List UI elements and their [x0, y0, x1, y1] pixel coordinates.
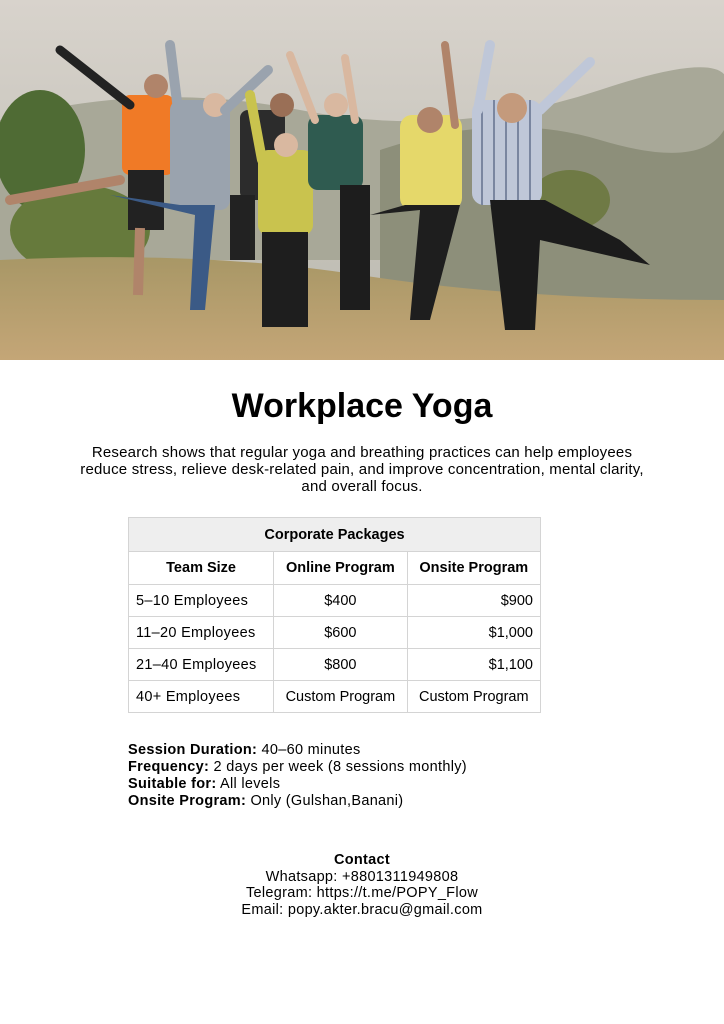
team-size-cell: 5–10 Employees [129, 585, 274, 617]
group-yoga-photo-illustration [0, 0, 724, 360]
table-row [129, 585, 541, 617]
table-row [129, 681, 541, 713]
detail-suitable-for [128, 776, 467, 793]
contact-whatsapp[interactable]: Whatsapp: +8801311949808 [265, 868, 459, 885]
team-size-cell: 21–40 Employees [129, 649, 274, 681]
detail-label: Session Duration: [128, 742, 258, 758]
detail-session-duration [128, 742, 467, 759]
team-size-cell: 40+ Employees [129, 681, 274, 713]
table-row [129, 649, 541, 681]
detail-frequency [128, 759, 467, 776]
contact-email[interactable]: Email: popy.akter.bracu@gmail.com [241, 901, 483, 918]
contact-section [0, 852, 724, 918]
column-header-online: Online Program [274, 552, 407, 585]
column-header-onsite: Onsite Program [407, 552, 540, 585]
contact-telegram[interactable]: Telegram: https://t.me/POPY_Flow [245, 885, 478, 901]
detail-onsite-program [128, 793, 467, 810]
detail-value: All levels [220, 776, 281, 792]
page-title: Workplace Yoga [231, 387, 493, 425]
packages-table [128, 517, 541, 713]
detail-value: Only (Gulshan,Banani) [250, 793, 404, 809]
detail-value: 2 days per week (8 sessions monthly) [213, 759, 467, 775]
detail-label: Frequency: [128, 759, 210, 775]
hero-photo [0, 0, 724, 360]
program-details [128, 742, 467, 810]
detail-label: Suitable for: [128, 776, 217, 792]
online-price-cell: $800 [274, 649, 407, 681]
onsite-price-cell: $900 [407, 585, 540, 617]
online-price-cell: $400 [274, 585, 407, 617]
table-row [129, 617, 541, 649]
team-size-cell: 11–20 Employees [129, 617, 274, 649]
onsite-price-cell: $1,000 [407, 617, 540, 649]
column-header-team-size: Team Size [129, 552, 274, 585]
table-caption: Corporate Packages [129, 518, 541, 552]
onsite-price-cell: $1,100 [407, 649, 540, 681]
onsite-price-cell: Custom Program [407, 681, 540, 713]
intro-paragraph: Research shows that regular yoga and breathing practices can help employees reduce stress, relieve desk-related pain, and improve concentration, mental clarity, and overall focus. [80, 444, 644, 495]
table-caption-row [129, 518, 541, 552]
online-price-cell: Custom Program [274, 681, 407, 713]
detail-label: Onsite Program: [128, 793, 247, 809]
contact-heading: Contact [333, 852, 391, 868]
table-header-row [129, 552, 541, 585]
online-price-cell: $600 [274, 617, 407, 649]
detail-value: 40–60 minutes [261, 742, 361, 758]
